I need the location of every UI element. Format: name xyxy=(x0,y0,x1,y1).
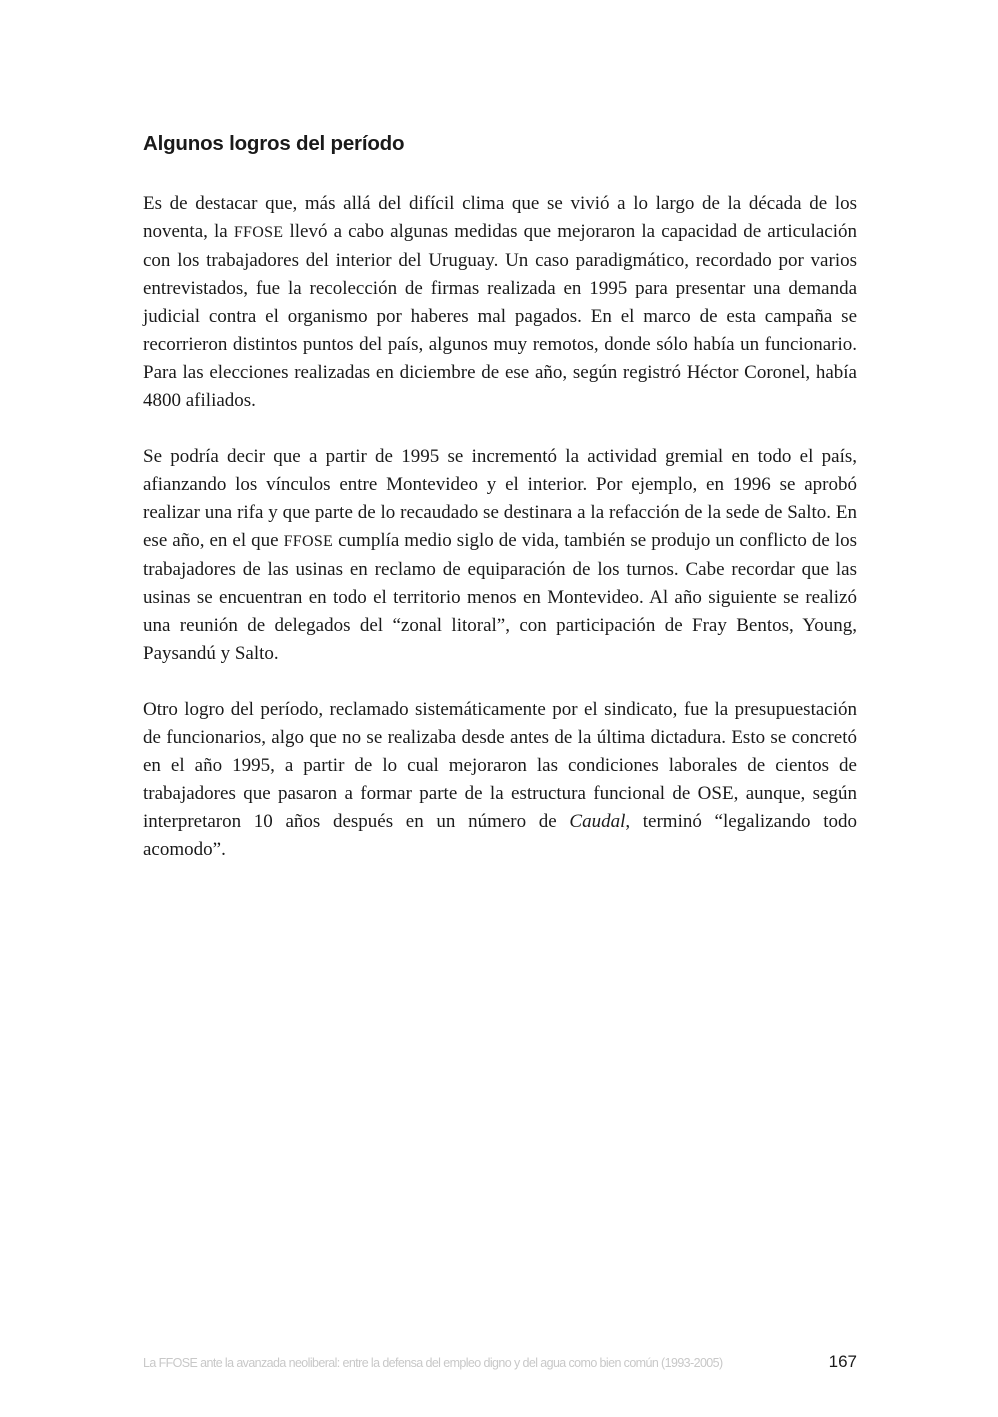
paragraph-3-text-a: Otro logro del período, reclamado sistemáticamente por el sindicato, fue la presupuestación de funcionarios, algo que no se realizaba desde antes de la última dictadura. Esto se concretó en el año 1995, a partir de lo cual mejoraron las condiciones laborales de cientos de trabajadores que pasaron a formar parte de la estructura funcional de OSE, aunque, según interpretaron 10 años después en un número de xyxy=(143,699,857,832)
paragraph-2-text-a: Se podría decir que a partir de 1995 se incrementó la actividad gremial en todo el país, afianzando los vínculos entre Montevideo y el interior. Por ejemplo, en 1996 se aprobó realizar una rifa y que parte de lo recaudado se destinara a la refacción de la sede de Salto. En ese año, en el que xyxy=(143,446,857,551)
paragraph-3-italic-title: Caudal xyxy=(569,811,626,832)
page-footer xyxy=(143,1352,857,1376)
paragraph-1 xyxy=(143,190,857,415)
paragraph-1-text-a: Es de destacar que, más allá del difícil clima que se vivió a lo largo de la década de los noventa, la xyxy=(143,193,857,242)
running-title: La FFOSE ante la avanzada neoliberal: entre la defensa del empleo digno y del agua como bien común (1993-2005) xyxy=(143,1356,723,1370)
page-number: 167 xyxy=(828,1352,857,1371)
paragraph-2-text-b: cumplía medio siglo de vida, también se produjo un conflicto de los trabajadores de las usinas en reclamo de equiparación de los turnos. Cabe recordar que las usinas se encuentran en todo el territorio menos en Montevideo. Al año siguiente se realizó una reunión de delegados del “zonal litoral”, con participación de Fray Bentos, Young, Paysandú y Salto. xyxy=(143,530,857,664)
paragraph-2-acronym: FFOSE xyxy=(283,533,334,550)
paragraph-3-text-b: , terminó “legalizando todo acomodo”. xyxy=(143,811,857,860)
section-title: Algunos logros del período xyxy=(143,132,405,155)
paragraph-2 xyxy=(143,443,857,668)
main-content xyxy=(143,128,857,892)
paragraph-1-acronym: FFOSE xyxy=(233,224,284,241)
paragraph-1-text-b: llevó a cabo algunas medidas que mejoraron la capacidad de articulación con los trabajadores del interior del Uruguay. Un caso paradigmático, recordado por varios entrevistados, fue la recolección de firmas realizada en 1995 para presentar una demanda judicial contra el organismo por haberes mal pagados. En el marco de esta campaña se recorrieron distintos puntos del país, algunos muy remotos, donde sólo había un funcionario. Para las elecciones realizadas en diciembre de ese año, según registró Héctor Coronel, había 4800 afiliados. xyxy=(143,221,857,411)
paragraph-3 xyxy=(143,696,857,864)
